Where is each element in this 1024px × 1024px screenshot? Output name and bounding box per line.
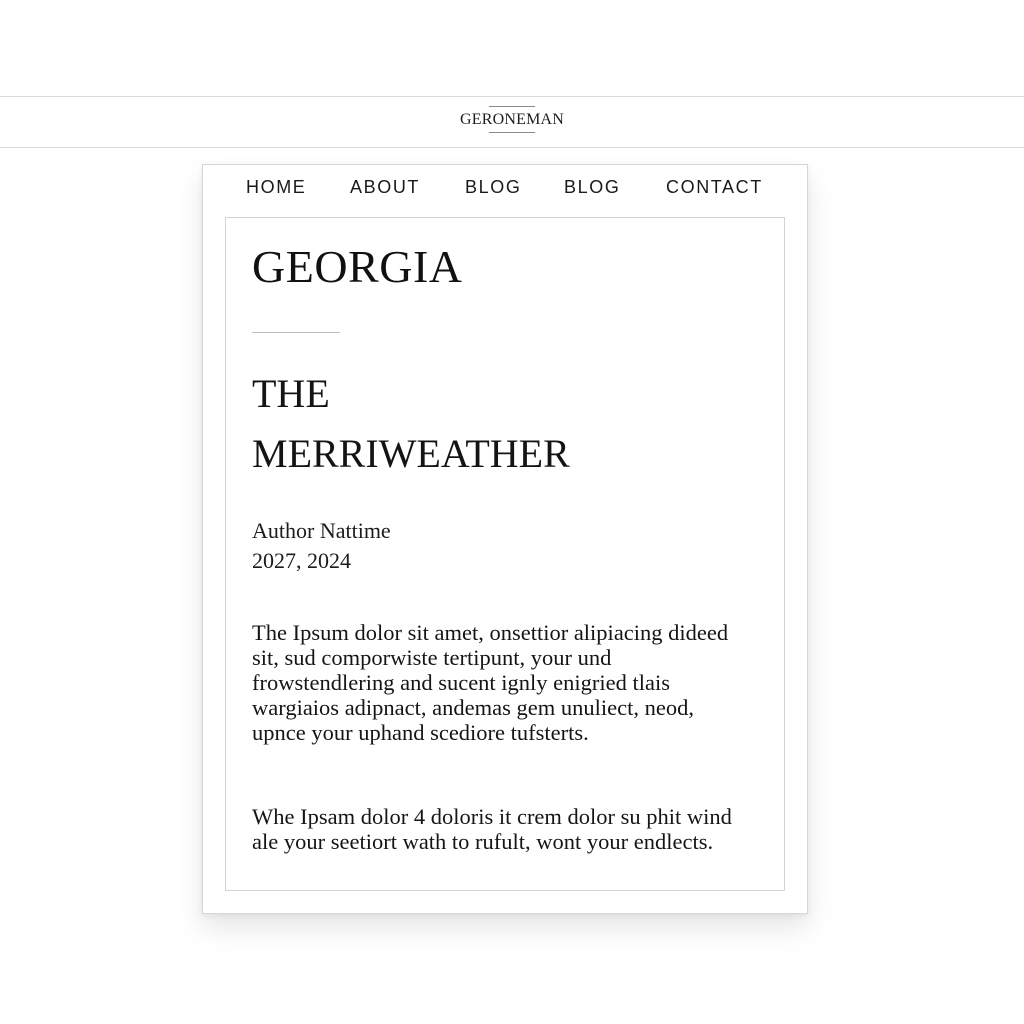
article-card (202, 164, 808, 914)
main-nav (203, 177, 807, 203)
title-divider (252, 332, 340, 333)
body-paragraph: Whe Ipsam dolor 4 doloris it crem dolor su phit wind ale your seetiort wath to rufult, wont your endlects. (252, 804, 732, 854)
site-title: GEORGIA (252, 241, 463, 292)
nav-item-blog-2[interactable]: BLOG (564, 177, 621, 197)
post-date: 2027, 2024 (252, 548, 351, 573)
post-title-line: THE (252, 371, 330, 416)
nav-item-blog[interactable]: BLOG (465, 177, 522, 197)
nav-item-contact[interactable]: CONTACT (666, 177, 763, 197)
site-header (0, 96, 1024, 148)
post-title-line: MERRIWEATHER (252, 431, 570, 476)
nav-item-about[interactable]: ABOUT (350, 177, 421, 197)
logo-text: GERONEMAN (459, 111, 565, 128)
body-paragraph: The Ipsum dolor sit amet, onsettior alipiacing dideed sit, sud comporwiste tertipunt, your und frowstendlering and sucent ignly enigried tlais wargiaios adipnact, andemas gem unuliect, neod, upnce your uphand scediore tufsterts. (252, 620, 729, 745)
post-meta (252, 516, 391, 576)
article-content (225, 217, 785, 891)
logo-ornament-bottom (489, 132, 535, 133)
nav-item-home[interactable]: HOME (246, 177, 307, 197)
site-logo[interactable] (0, 106, 1024, 133)
logo-ornament-top (489, 106, 535, 107)
post-title (252, 364, 570, 484)
author-name: Author Nattime (252, 518, 391, 543)
